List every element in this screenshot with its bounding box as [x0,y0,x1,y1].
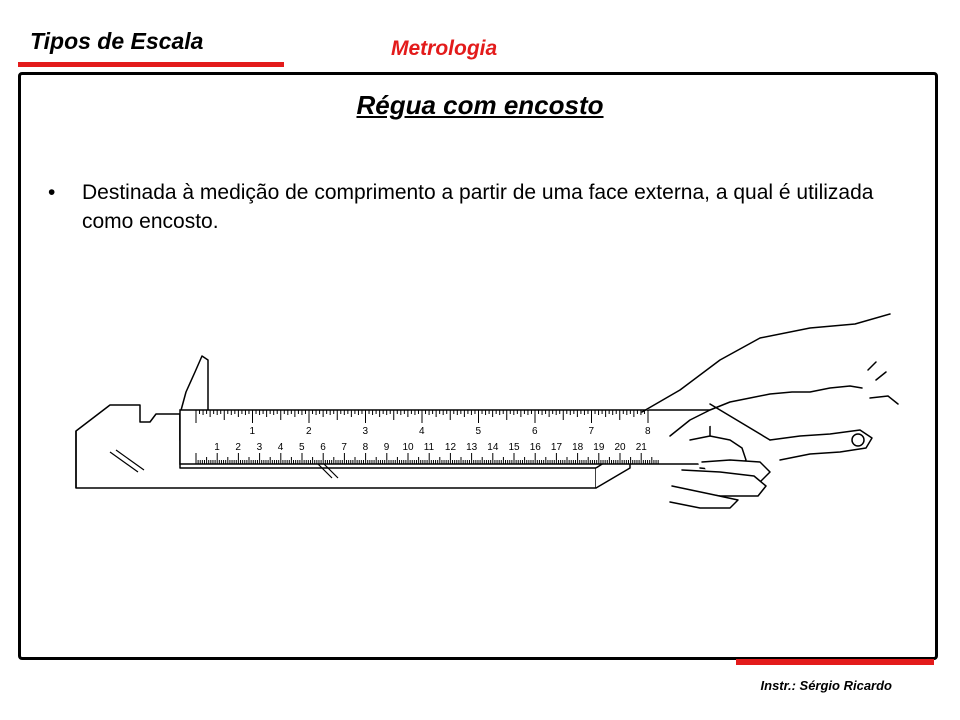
cm-label: 3 [256,442,263,453]
cm-label: 6 [320,442,326,453]
cm-label: 14 [487,442,499,453]
inch-label: 7 [588,426,595,437]
cm-label: 19 [593,442,605,453]
header-subject: Metrologia [391,37,498,60]
bullet-text: Destinada à medição de comprimento a partir de uma face externa, a qual é utilizada como encosto. [82,181,874,233]
cm-label: 12 [444,442,457,453]
bullet-item [48,178,908,236]
cm-label: 8 [362,442,369,453]
bullet-marker: • [48,181,56,204]
slide-heading: Régua com encosto [356,90,604,120]
inch-label: 8 [645,426,651,437]
inch-label: 6 [532,426,538,437]
ruler-illustration [70,310,900,510]
cm-label: 2 [235,442,241,453]
cm-label: 16 [529,442,541,453]
cm-label: 10 [402,442,414,453]
cm-label: 5 [299,442,305,453]
inch-label: 2 [306,426,312,437]
cm-label: 4 [277,442,284,453]
inch-label: 3 [362,426,369,437]
cm-label: 15 [508,442,520,453]
cm-label: 17 [550,442,563,453]
inch-label: 4 [419,426,425,437]
header-accent-bar [18,62,284,67]
inch-label: 1 [249,426,256,437]
footer-author: Instr.: Sérgio Ricardo [760,678,892,693]
cm-label: 18 [572,442,584,453]
cm-label: 9 [383,442,390,453]
cm-label: 13 [466,442,478,453]
inch-label: 5 [475,426,482,437]
cm-label: 20 [614,442,626,453]
footer-accent-bar [736,659,934,665]
cm-label: 7 [341,442,347,453]
header-title: Tipos de Escala [30,28,204,54]
cm-label: 11 [423,442,435,453]
ruler-scale [180,410,710,464]
cm-label: 21 [635,442,647,453]
cm-label: 1 [214,442,220,453]
